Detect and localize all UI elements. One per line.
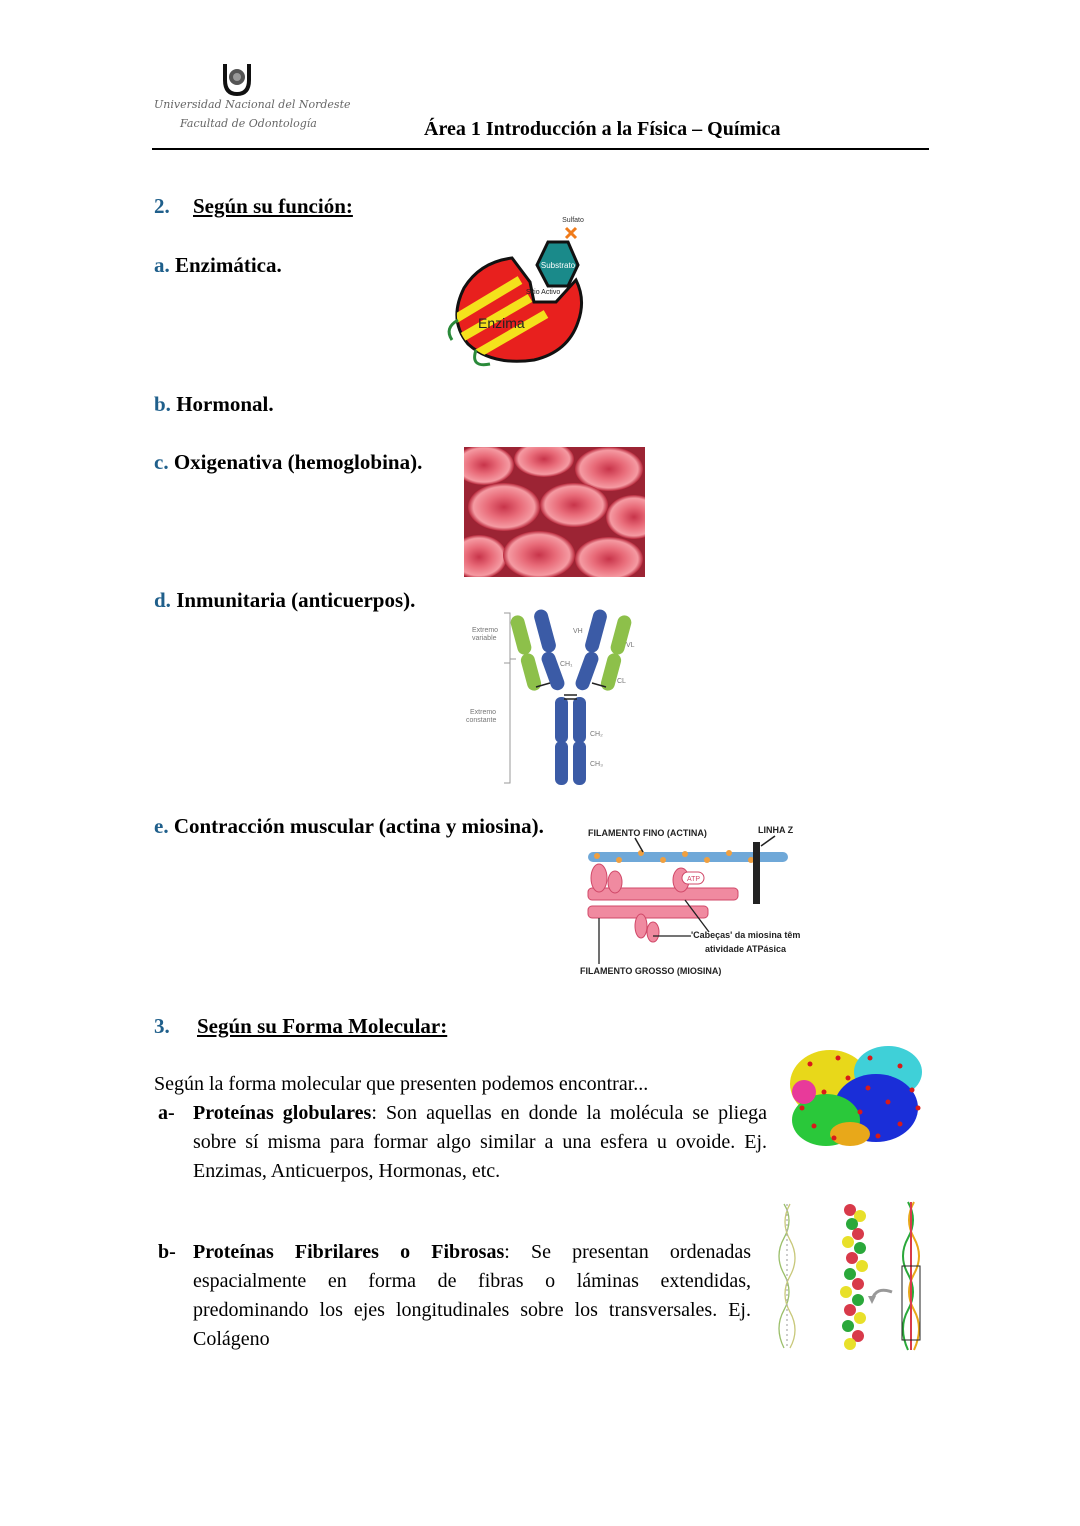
- vh-label: VH: [573, 628, 583, 635]
- term: Proteínas globulares: [193, 1102, 372, 1124]
- definition: : Son aquellas en donde la molécula se pliega sobre sí misma para formar algo similar a una esfera u ovoide. Ej. Enzimas, Anticuerpos, Hormonas, etc.: [193, 1102, 767, 1182]
- university-name: Universidad Nacional del Nordeste: [154, 98, 351, 111]
- item-letter: a.: [154, 253, 170, 277]
- fibrous-proteins-paragraph: [193, 1238, 751, 1354]
- bullet-marker-b: b-: [158, 1241, 176, 1263]
- section-2-heading: [154, 194, 353, 219]
- cabecas-label-2: atividade ATPásica: [705, 944, 787, 954]
- list-item-contraccion: [154, 814, 544, 839]
- section-number: 3.: [154, 1014, 170, 1038]
- term: Proteínas Fibrilares o Fibrosas: [193, 1241, 505, 1263]
- item-letter: b.: [154, 392, 171, 416]
- list-item-inmunitaria: [154, 588, 415, 613]
- header-rule: [152, 148, 929, 150]
- ch3-label: CH₃: [590, 761, 603, 768]
- item-text: Hormonal.: [176, 392, 274, 416]
- linha-z-label: LINHA Z: [758, 825, 794, 835]
- section-3-intro: Según la forma molecular que presenten podemos encontrar...: [154, 1073, 649, 1095]
- section-3-heading: [154, 1014, 447, 1039]
- substrato-label: Substrato: [540, 261, 576, 270]
- item-text: Contracción muscular (actina y miosina).: [173, 814, 544, 838]
- sulfato-mark-icon: [566, 228, 576, 238]
- enzima-label: Enzima: [478, 315, 525, 331]
- item-text: Enzimática.: [175, 253, 282, 277]
- item-letter: e.: [154, 814, 169, 838]
- ch1-label: CH₁: [560, 661, 573, 668]
- globular-protein-image: [790, 1044, 925, 1148]
- filamento-fino-label: FILAMENTO FINO (ACTINA): [588, 828, 707, 838]
- extremo-constante-label-2: constante: [466, 717, 497, 724]
- extremo-constante-label-1: Extremo: [470, 709, 497, 716]
- section-title: Según su Forma Molecular:: [197, 1014, 448, 1038]
- extremo-variable-label-1: Extremo: [472, 627, 499, 634]
- enzyme-substrate-diagram: [440, 210, 610, 370]
- list-item-enzimatica: [154, 253, 282, 278]
- item-text: Inmunitaria (anticuerpos).: [176, 588, 416, 612]
- cl-label: CL: [617, 678, 626, 685]
- section-number: 2.: [154, 194, 170, 218]
- globular-proteins-paragraph: [193, 1099, 767, 1186]
- definition: : Se presentan ordenadas espacialmente en forma de fibras o láminas extendidas, predominando los ejes longitudinales sobre los transversales. Ej. Colágeno: [193, 1241, 751, 1350]
- extremo-variable-label-2: variable: [472, 635, 497, 642]
- sitio-activo-label: Sitio Activo: [526, 289, 561, 296]
- item-text: Oxigenativa (hemoglobina).: [173, 450, 423, 474]
- faculty-name: Facultad de Odontología: [180, 117, 317, 130]
- filamento-grosso-label: FILAMENTO GROSSO (MIOSINA): [580, 966, 722, 976]
- antibody-diagram: [464, 605, 644, 787]
- red-blood-cells-image: [464, 447, 645, 577]
- ch2-label: CH₂: [590, 731, 603, 738]
- list-item-hormonal: [154, 392, 274, 417]
- section-title: Según su función:: [193, 194, 353, 218]
- logo-emblem-icon: [221, 62, 253, 98]
- university-logo: [150, 60, 351, 140]
- item-letter: d.: [154, 588, 171, 612]
- page-header-title: Área 1 Introducción a la Física – Química: [424, 118, 781, 140]
- fibrous-protein-image: [772, 1200, 922, 1352]
- bullet-marker-a: a-: [158, 1102, 175, 1124]
- list-item-oxigenativa: [154, 450, 422, 475]
- cabecas-label-1: 'Cabeças' da miosina têm: [691, 930, 801, 940]
- item-letter: c.: [154, 450, 169, 474]
- actin-myosin-diagram: [575, 820, 815, 982]
- sulfato-label: Sulfato: [562, 217, 584, 224]
- atp-label: ATP: [687, 876, 701, 883]
- vl-label: VL: [626, 642, 635, 649]
